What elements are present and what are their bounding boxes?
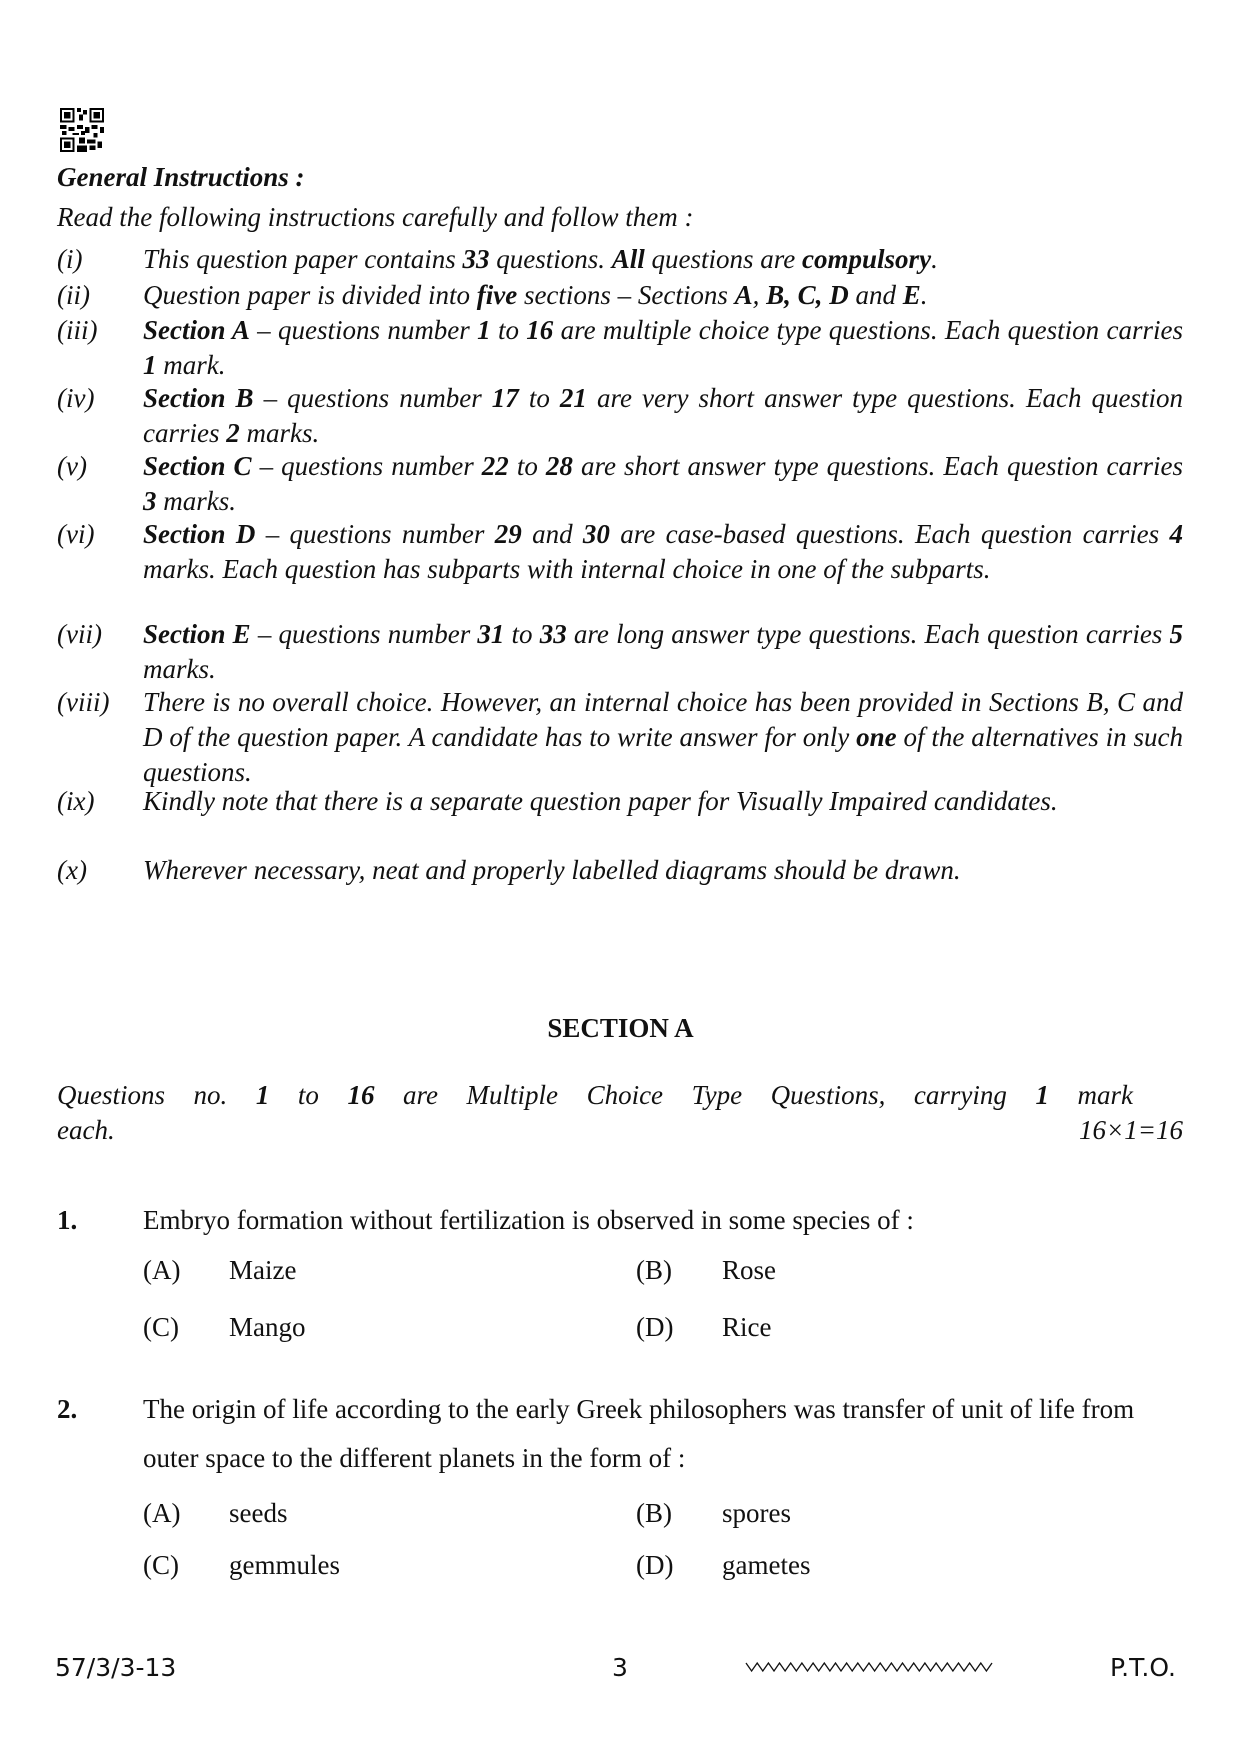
option-text: Maize	[229, 1255, 297, 1285]
text-run: are short answer type questions. Each question carries	[572, 451, 1183, 481]
section-a-note-line1	[57, 1078, 1183, 1113]
text-run: are Multiple Choice Type Questions, carrying	[374, 1080, 1036, 1110]
option-text: gemmules	[229, 1550, 340, 1580]
instruction-label: (x)	[57, 855, 87, 885]
option-label: (B)	[636, 1498, 672, 1528]
question-text: The origin of life according to the early Greek philosophers was transfer of unit of life from outer space to the different planets in the form of :	[143, 1394, 1135, 1473]
instruction-text	[143, 381, 1183, 451]
option-text: spores	[722, 1498, 791, 1528]
instruction-label: (vii)	[57, 619, 102, 649]
instruction-label: (iii)	[57, 315, 98, 345]
instruction-item	[57, 853, 1183, 888]
instruction-item	[57, 517, 1183, 587]
text-run: This question paper contains	[143, 244, 463, 274]
text-run: are long answer type questions. Each question carries	[566, 619, 1170, 649]
text-run: marks.	[239, 418, 320, 448]
text-run: of the alternatives in such questions.	[143, 722, 1184, 787]
emphasis-text: one	[856, 722, 897, 752]
instruction-item	[57, 784, 1183, 819]
emphasis-text: 16	[526, 315, 554, 345]
instruction-text	[143, 278, 1183, 313]
instruction-label: (iv)	[57, 383, 95, 413]
instruction-label: (v)	[57, 451, 87, 481]
emphasis-text: 30	[582, 519, 610, 549]
emphasis-text: Section C	[143, 451, 252, 481]
text-run: mark	[1048, 1080, 1133, 1110]
instruction-text	[143, 784, 1183, 819]
emphasis-text: five	[476, 280, 518, 310]
instruction-text	[143, 853, 1183, 888]
instruction-item	[57, 617, 1183, 687]
section-a-title: SECTION A	[547, 1013, 694, 1043]
option-item[interactable]	[636, 1312, 771, 1343]
instruction-item	[57, 242, 1183, 277]
pto-label: P.T.O.	[1110, 1653, 1176, 1682]
text-run: .	[931, 244, 938, 274]
instruction-text	[143, 242, 1183, 277]
emphasis-text: 2	[226, 418, 240, 448]
text-run: Question paper is divided into	[143, 280, 477, 310]
text-run: – questions number	[249, 315, 478, 345]
emphasis-text: Section B	[143, 383, 254, 413]
instruction-label: (i)	[57, 244, 83, 274]
option-label: (A)	[143, 1255, 181, 1285]
wavy-line-decoration	[744, 1659, 994, 1675]
option-text: Mango	[229, 1312, 306, 1342]
emphasis-text: E	[902, 280, 921, 310]
instruction-text	[143, 313, 1183, 383]
section-a-note	[57, 1078, 1183, 1148]
option-text: gametes	[722, 1550, 811, 1580]
paper-code: 57/3/3-13	[55, 1653, 177, 1682]
question-item	[57, 1196, 1183, 1245]
text-run: Questions no.	[57, 1080, 256, 1110]
emphasis-text: 5	[1169, 619, 1183, 649]
emphasis-text: 1	[255, 1080, 270, 1110]
option-text: Rose	[722, 1255, 776, 1285]
section-a-note-line2: each.	[57, 1115, 115, 1145]
question-number: 1.	[57, 1205, 78, 1235]
question-number: 2.	[57, 1394, 78, 1424]
instruction-label: (ii)	[57, 280, 90, 310]
text-run: and	[848, 280, 903, 310]
text-run: .	[920, 280, 928, 310]
text-run: to	[508, 451, 546, 481]
emphasis-text: A	[734, 280, 753, 310]
text-run: to	[504, 619, 540, 649]
instruction-item	[57, 449, 1183, 519]
text-run: questions are	[644, 244, 803, 274]
instruction-text	[143, 685, 1183, 790]
emphasis-text: Section A	[143, 315, 250, 345]
text-run: – questions number	[251, 451, 482, 481]
instruction-text	[143, 617, 1183, 687]
emphasis-text: 1	[477, 315, 491, 345]
emphasis-text: 21	[559, 383, 587, 413]
option-text: seeds	[229, 1498, 288, 1528]
text-run: sections – Sections	[517, 280, 735, 310]
instruction-text	[143, 449, 1183, 519]
emphasis-text: 3	[143, 486, 157, 516]
text-run: mark.	[156, 350, 226, 380]
text-run: – questions number	[250, 619, 478, 649]
text-run: to	[518, 383, 560, 413]
option-item[interactable]	[143, 1550, 340, 1581]
text-run: to	[269, 1080, 348, 1110]
emphasis-text: 4	[1169, 519, 1183, 549]
text-run: marks.	[156, 486, 236, 516]
emphasis-text: B, C, D	[766, 280, 849, 310]
text-run: are multiple choice type questions. Each question carries	[553, 315, 1183, 345]
instruction-text	[143, 517, 1183, 587]
emphasis-text: 33	[539, 619, 567, 649]
qr-code-icon	[60, 108, 104, 152]
text-run: Kindly note that there is a separate question paper for Visually Impaired candidates.	[143, 786, 1058, 816]
option-item[interactable]	[143, 1498, 287, 1529]
instruction-item	[57, 313, 1183, 383]
general-instructions-intro: Read the following instructions carefully and follow them :	[57, 202, 694, 232]
option-label: (A)	[143, 1498, 181, 1528]
instruction-item	[57, 278, 1183, 313]
general-instructions-title: General Instructions :	[57, 162, 305, 192]
text-run: to	[490, 315, 527, 345]
option-item[interactable]	[143, 1255, 296, 1286]
question-item	[57, 1385, 1183, 1483]
option-label: (D)	[636, 1312, 674, 1342]
emphasis-text: 1	[1035, 1080, 1049, 1110]
page-number: 3	[612, 1653, 628, 1682]
text-run: There is no overall choice. However, an internal choice has been provided in Sections B, C and D of the question paper. A candidate has to write answer for only	[143, 687, 1183, 752]
text-run: and	[521, 519, 583, 549]
emphasis-text: compulsory	[802, 244, 932, 274]
emphasis-text: All	[611, 244, 645, 274]
instruction-label: (viii)	[57, 687, 110, 717]
emphasis-text: 33	[462, 244, 490, 274]
text-run: Wherever necessary, neat and properly labelled diagrams should be drawn.	[143, 855, 961, 885]
instruction-item	[57, 381, 1183, 451]
text-run: are case-based questions. Each question carries	[609, 519, 1170, 549]
option-item[interactable]	[143, 1312, 306, 1343]
option-item[interactable]	[636, 1550, 810, 1581]
emphasis-text: 17	[491, 383, 519, 413]
instruction-item	[57, 685, 1183, 790]
option-label: (D)	[636, 1550, 674, 1580]
emphasis-text: 16	[347, 1080, 375, 1110]
emphasis-text: 31	[477, 619, 505, 649]
text-run: – questions number	[255, 519, 495, 549]
emphasis-text: 29	[494, 519, 522, 549]
option-item[interactable]	[636, 1255, 776, 1286]
text-run: – questions number	[253, 383, 492, 413]
text-run: marks. Each question has subparts with internal choice in one of the subparts.	[143, 554, 991, 584]
section-a-marks: 16×1=16	[1079, 1115, 1183, 1145]
option-label: (C)	[143, 1312, 179, 1342]
option-item[interactable]	[636, 1498, 791, 1529]
option-text: Rice	[722, 1312, 772, 1342]
emphasis-text: 22	[481, 451, 509, 481]
instruction-label: (vi)	[57, 519, 95, 549]
emphasis-text: Section E	[143, 619, 251, 649]
text-run: questions.	[489, 244, 612, 274]
instruction-label: (ix)	[57, 786, 95, 816]
option-label: (B)	[636, 1255, 672, 1285]
emphasis-text: 1	[143, 350, 157, 380]
option-label: (C)	[143, 1550, 179, 1580]
text-run: are very short answer type questions. Each question carries	[143, 383, 1183, 448]
emphasis-text: Section D	[143, 519, 256, 549]
question-text: Embryo formation without fertilization is observed in some species of :	[143, 1205, 914, 1235]
text-run: marks.	[143, 654, 216, 684]
text-run: ,	[752, 280, 767, 310]
emphasis-text: 28	[545, 451, 573, 481]
